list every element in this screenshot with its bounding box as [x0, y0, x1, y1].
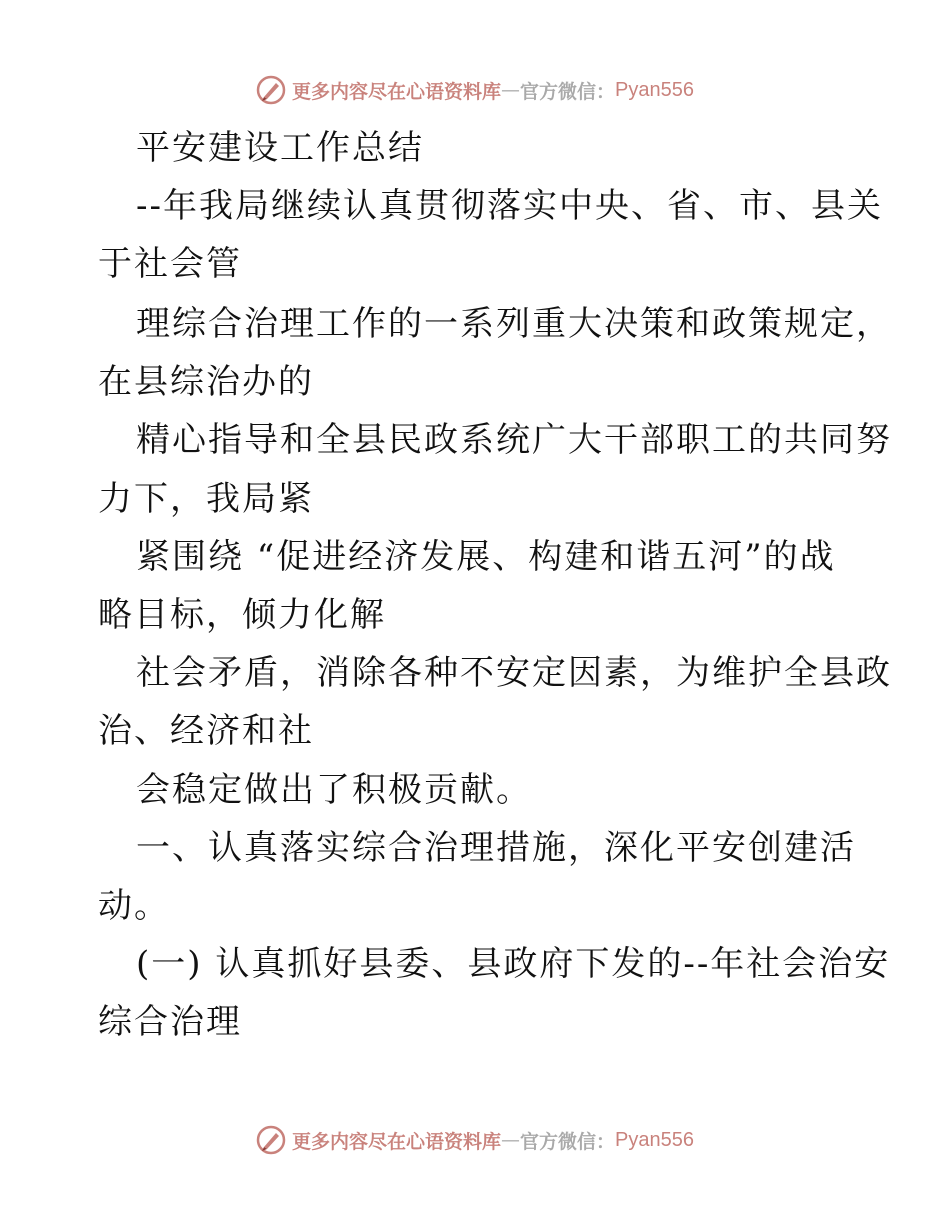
pen-logo-icon [256, 75, 286, 105]
body-line: 精心指导和全县民政系统广大干部职工的共同努 [136, 420, 892, 460]
pen-logo-icon [256, 1125, 286, 1155]
body-line: 治、经济和社 [98, 711, 314, 751]
body-line: 紧围绕 “促进经济发展、构建和谐五河”的战 [136, 537, 836, 577]
document-title: 平安建设工作总结 [136, 128, 424, 168]
header-watermark [0, 70, 950, 110]
body-line: 略目标，倾力化解 [98, 595, 386, 635]
body-line: 于社会管 [98, 244, 242, 284]
watermark-text: 更多内容尽在心语资料库 [292, 80, 502, 103]
body-line: 在县综治办的 [98, 362, 314, 402]
watermark-wechat-label: 官方微信： [520, 80, 616, 103]
watermark-wechat-id: Pyan556 [615, 1128, 694, 1151]
body-line: --年我局继续认真贯彻落实中央、省、市、县关 [136, 186, 883, 226]
watermark-dash: — [501, 79, 521, 101]
body-line: 社会矛盾，消除各种不安定因素，为维护全县政 [136, 653, 892, 693]
section-heading-continued: 动。 [98, 886, 170, 926]
body-line: 综合治理 [98, 1002, 242, 1042]
body-line: (一) 认真抓好县委、县政府下发的--年社会治安 [136, 944, 891, 984]
body-line: 会稳定做出了积极贡献。 [136, 770, 532, 810]
watermark-wechat-id: Pyan556 [615, 78, 694, 101]
body-line: 理综合治理工作的一系列重大决策和政策规定， [136, 304, 892, 344]
body-line: 力下，我局紧 [98, 479, 314, 519]
footer-watermark [0, 1120, 950, 1160]
watermark-dash: — [501, 1129, 521, 1151]
watermark-wechat-label: 官方微信： [520, 1130, 616, 1153]
watermark-text: 更多内容尽在心语资料库 [292, 1130, 502, 1153]
section-heading: 一、认真落实综合治理措施，深化平安创建活 [136, 828, 856, 868]
